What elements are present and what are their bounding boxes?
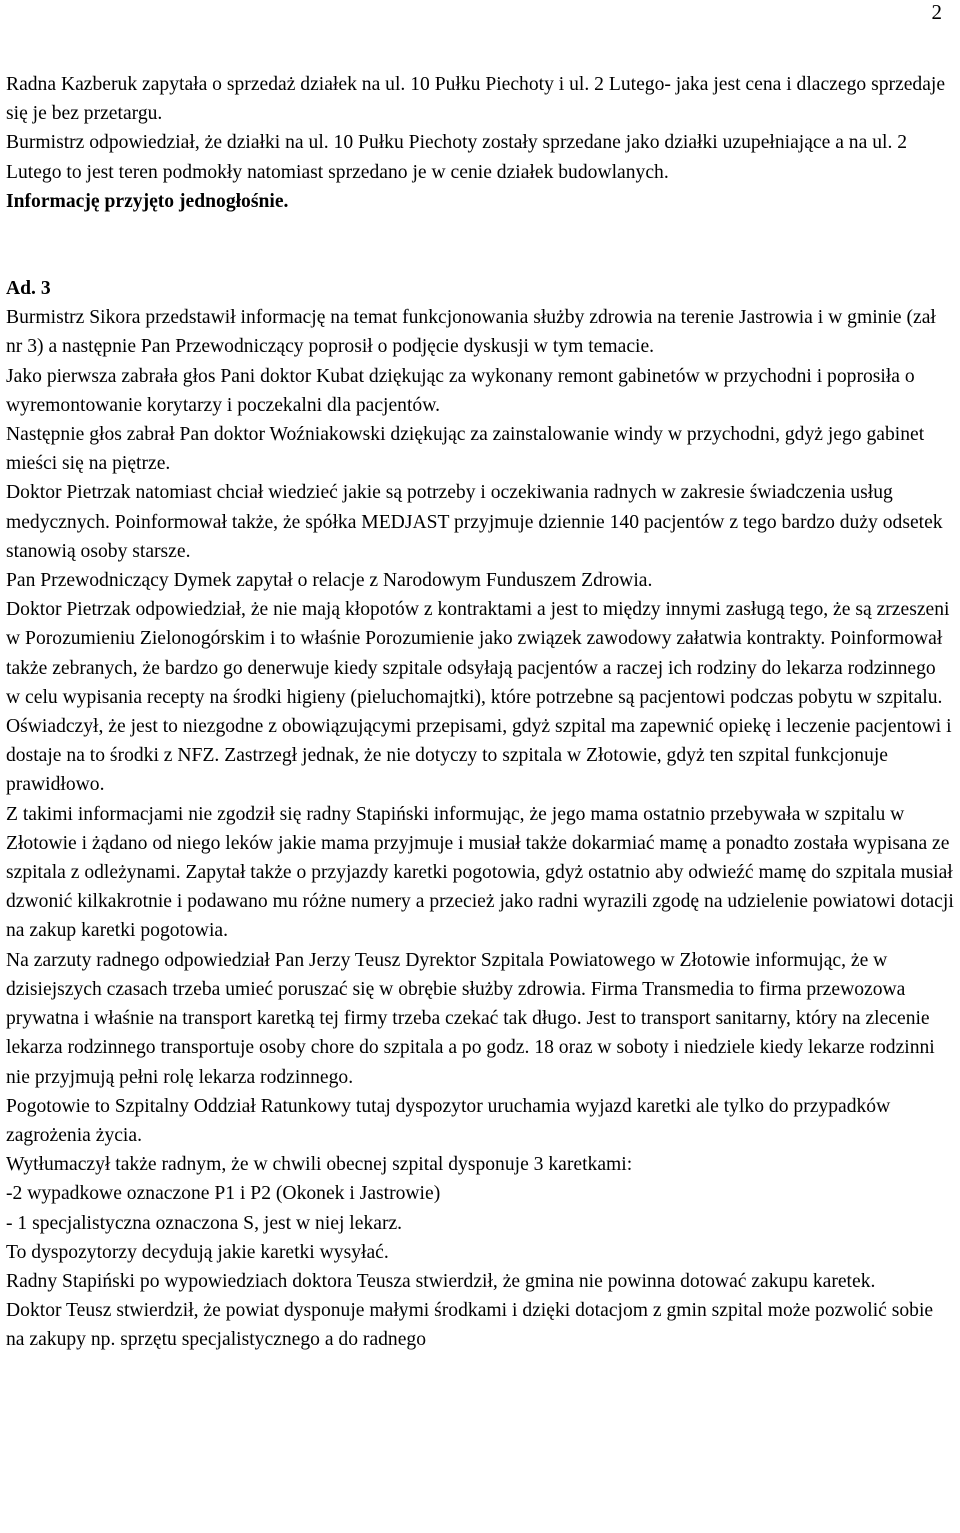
section-heading: Ad. 3 (6, 278, 51, 300)
paragraph: Doktor Teusz stwierdził, że powiat dysponuje małymi środkami i dzięki dotacjom z gmin szpital może pozwolić sobie na zakupy np. sprzętu specjalistycznego a do radnego (6, 1300, 934, 1351)
paragraph: Doktor Pietrzak odpowiedział, że nie mają kłopotów z kontraktami a jest to między innymi zasługą tego, że są zrzeszeni w Porozumieniu Zielonogórskim i to właśnie Porozumienie jako związek zawodowy załatwia kontrakty. Poinformował także zebranych, że bardzo go denerwuje kiedy szpitale odsyłają pacjentów a raczej ich rodziny do lekarza rodzinnego w celu wypisania recepty na środki higieny (pieluchomajtki), które potrzebne są pacjentowi podczas pobytu w szpitalu. Oświadczył, że jest to niezgodne z obowiązującymi przepisami, gdyż szpital ma zapewnić opiekę i leczenie pacjentowi i dostaje na to środki z NFZ. Zastrzegł jednak, że nie dotyczy to szpitala w Złotowie, gdyż ten szpital funkcjonuje prawidłowo. (6, 599, 952, 796)
paragraph: Pan Przewodniczący Dymek zapytał o relacje z Narodowym Funduszem Zdrowia. (6, 570, 653, 592)
paragraph: To dyspozytorzy decydują jakie karetki wysyłać. (6, 1241, 389, 1263)
page-number: 2 (931, 0, 942, 24)
paragraph: Wytłumaczył także radnym, że w chwili obecnej szpital dysponuje 3 karetkami: (6, 1154, 633, 1176)
paragraph: Z takimi informacjami nie zgodził się radny Stapiński informując, że jego mama ostatnio przebywała w szpitalu w Złotowie i żądano od niego leków jakie mama przyjmuje i musiał także dokarmiać mamę a ponadto została wypisana ze szpitala z odleżynami. Zapytał także o przyjazdy karetki pogotowia, gdyż ostatnio aby odwieźć mamę do szpitala musiał dzwonić kilkakrotnie i podawano mu różne numery a przecież jako radni wyrazili zgodę na udzielenie powiatowi dotacji na zakup karetki pogotowia. (6, 803, 954, 942)
paragraph: Burmistrz Sikora przedstawił informację na temat funkcjonowania służby zdrowia na terenie Jastrowia i w gminie (zał nr 3) a następnie Pan Przewodniczący poprosił o podjęcie dyskusji w tym temacie. (6, 307, 936, 358)
paragraph-sale-question: Radna Kazberuk zapytała o sprzedaż działek na ul. 10 Pułku Piechoty i ul. 2 Lutego- jaka jest cena i dlaczego sprzedaje się je bez przetargu. (6, 74, 946, 125)
list-item: - 1 specjalistyczna oznaczona S, jest w niej lekarz. (6, 1212, 403, 1234)
paragraph: Jako pierwsza zabrała głos Pani doktor Kubat dziękując za wykonany remont gabinetów w przychodni i poprosiła o wyremontowanie korytarzy i poczekalni dla pacjentów. (6, 365, 915, 416)
list-item: -2 wypadkowe oznaczone P1 i P2 (Okonek i Jastrowie) (6, 1183, 441, 1205)
paragraph: Pogotowie to Szpitalny Oddział Ratunkowy tutaj dyspozytor uruchamia wyjazd karetki ale tylko do przypadków zagrożenia życia. (6, 1095, 891, 1146)
paragraph: Radny Stapiński po wypowiedziach doktora Teusza stwierdził, że gmina nie powinna dotować zakupu karetek. (6, 1270, 876, 1292)
section-spacer (6, 216, 954, 274)
paragraph-mayor-answer: Burmistrz odpowiedział, że działki na ul. 10 Pułku Piechoty zostały sprzedane jako działki uzupełniające a na ul. 2 Lutego to jest teren podmokły natomiast sprzedano je w cenie działek budowlanych. (6, 132, 908, 183)
paragraph: Następnie głos zabrał Pan doktor Woźniakowski dziękując za zainstalowanie windy w przychodni, gdyż jego gabinet mieści się na piętrze. (6, 424, 925, 475)
resolution-note: Informację przyjęto jednogłośnie. (6, 190, 289, 212)
paragraph: Doktor Pietrzak natomiast chciał wiedzieć jakie są potrzeby i oczekiwania radnych w zakresie świadczenia usług medycznych. Poinformował także, że spółka MEDJAST przyjmuje dziennie 140 pacjentów z tego bardzo duży odsetek stanowią osoby starsze. (6, 482, 943, 562)
document-body (6, 70, 954, 1355)
paragraph: Na zarzuty radnego odpowiedział Pan Jerzy Teusz Dyrektor Szpitala Powiatowego w Złotowie informując, że w dzisiejszych czasach trzeba umieć poruszać się w obrębie służby zdrowia. Firma Transmedia to firma przewozowa prywatna i właśnie na transport karetką tej firmy trzeba czekać tak długo. Jest to transport sanitarny, który na zlecenie lekarza rodzinnego transportuje osoby chore do szpitala a po godz. 18 oraz w soboty i niedziele kiedy lekarze rodzinni nie przyjmują pełni rolę lekarza rodzinnego. (6, 949, 935, 1088)
